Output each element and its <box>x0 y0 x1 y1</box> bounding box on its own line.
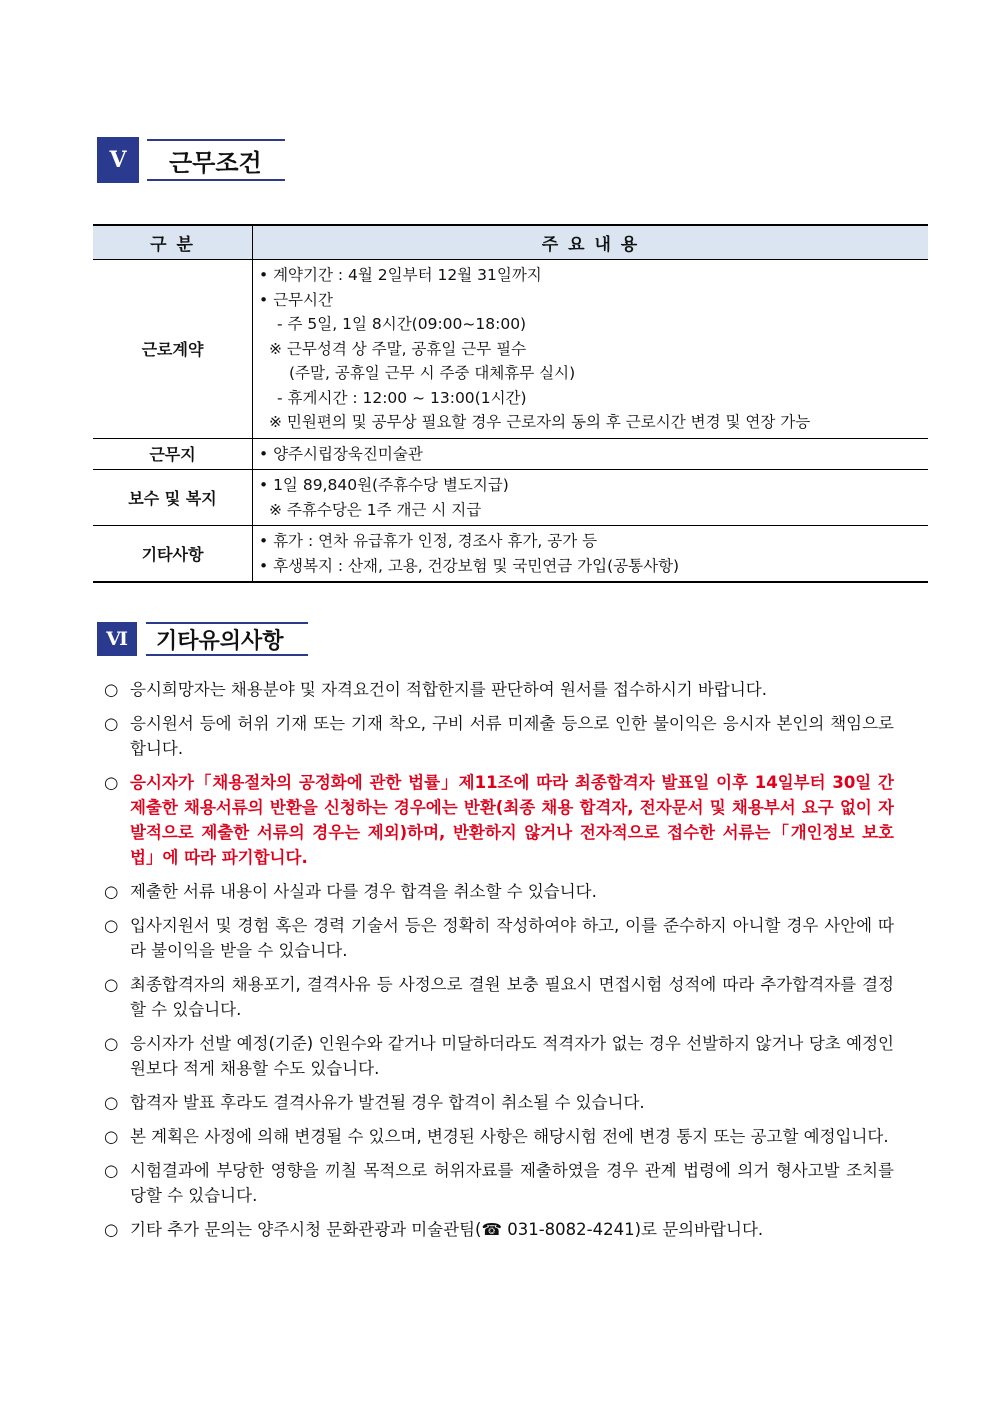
work-conditions-table <box>93 224 928 583</box>
content-line: - 주 5일, 1일 8시간(09:00~18:00) <box>277 315 527 333</box>
content-line: (주말, 공휴일 근무 시 주중 대체휴무 실시) <box>289 364 576 382</box>
content-line: • 휴가 : 연차 유급휴가 인정, 경조사 휴가, 공가 등 <box>259 532 598 550</box>
circle-bullet-icon: ○ <box>104 916 119 935</box>
notice-text: 제출한 서류 내용이 사실과 다를 경우 합격을 취소할 수 있습니다. <box>130 882 597 901</box>
list-item-highlighted <box>104 770 894 870</box>
section-numeral: Ⅴ <box>97 137 139 183</box>
row-category: 근로계약 <box>93 260 253 439</box>
circle-bullet-icon: ○ <box>104 1161 119 1180</box>
notice-text: 응시희망자는 채용분야 및 자격요건이 적합한지를 판단하여 원서를 접수하시기 바랍니다. <box>130 680 767 699</box>
column-header-category: 구 분 <box>93 225 253 260</box>
row-category: 근무지 <box>93 438 253 470</box>
circle-bullet-icon: ○ <box>104 680 119 699</box>
content-line: - 휴게시간 : 12:00 ~ 13:00(1시간) <box>277 388 527 407</box>
table-row <box>93 526 928 583</box>
row-content <box>253 526 929 583</box>
list-item <box>104 972 894 1022</box>
table-row <box>93 438 928 470</box>
notice-text: 최종합격자의 채용포기, 결격사유 등 사정으로 결원 보충 필요시 면접시험 성적에 따라 추가합격자를 결정할 수 있습니다. <box>130 975 894 1019</box>
content-line: ※ 근무성격 상 주말, 공휴일 근무 필수 <box>269 339 527 358</box>
circle-bullet-icon: ○ <box>104 773 119 792</box>
content-line: • 후생복지 : 산재, 고용, 건강보험 및 국민연금 가입(공통사항) <box>259 556 680 575</box>
section-title: 근무조건 <box>147 139 285 181</box>
content-line: • 1일 89,840원(주휴수당 별도지급) <box>259 476 509 494</box>
circle-bullet-icon: ○ <box>104 975 119 994</box>
circle-bullet-icon: ○ <box>104 1220 119 1239</box>
circle-bullet-icon: ○ <box>104 1034 119 1053</box>
content-line: • 양주시립장욱진미술관 <box>259 444 423 463</box>
list-item <box>104 1124 894 1149</box>
notice-text: 응시원서 등에 허위 기재 또는 기재 착오, 구비 서류 미제출 등으로 인한 불이익은 응시자 본인의 책임으로 합니다. <box>130 714 894 758</box>
row-content <box>253 470 929 526</box>
notice-list <box>104 677 894 1251</box>
notice-text: 본 계획은 사정에 의해 변경될 수 있으며, 변경된 사항은 해당시험 전에 변경 통지 또는 공고할 예정입니다. <box>130 1127 889 1146</box>
notice-text: 합격자 발표 후라도 결격사유가 발견될 경우 합격이 취소될 수 있습니다. <box>130 1093 645 1112</box>
table-row <box>93 260 928 439</box>
list-item <box>104 1090 894 1115</box>
circle-bullet-icon: ○ <box>104 1093 119 1112</box>
list-item <box>104 677 894 702</box>
row-category: 보수 및 복지 <box>93 470 253 526</box>
list-item <box>104 879 894 904</box>
section-header-work-conditions <box>97 137 285 183</box>
table-header-row <box>93 225 928 260</box>
list-item <box>104 1031 894 1081</box>
notice-text: 기타 추가 문의는 양주시청 문화관광과 미술관팀(☎ 031-8082-4241)로 문의바랍니다. <box>130 1220 764 1239</box>
row-content <box>253 260 929 439</box>
list-item <box>104 711 894 761</box>
section-title: 기타유의사항 <box>146 622 308 656</box>
section-numeral: Ⅵ <box>97 622 137 656</box>
notice-text: 응시자가 선발 예정(기준) 인원수와 같거나 미달하더라도 적격자가 없는 경우 선발하지 않거나 당초 예정인원보다 적게 채용할 수도 있습니다. <box>130 1034 894 1078</box>
content-line: • 근무시간 <box>259 290 333 309</box>
notice-text: 응시자가「채용절차의 공정화에 관한 법률」제11조에 따라 최종합격자 발표일 이후 14일부터 30일 간 제출한 채용서류의 반환을 신청하는 경우에는 반환(최종 채용 합격자, 전자문서 및 채용부서 요구 없이 자발적으로 제출한 서류의 경우는 제외)하며, 반환하지 않거나 전자적으로 접수한 서류는「개인정보 보호법」에 따라 파기합니다. <box>130 773 894 867</box>
circle-bullet-icon: ○ <box>104 1127 119 1146</box>
list-item <box>104 913 894 963</box>
list-item <box>104 1158 894 1208</box>
circle-bullet-icon: ○ <box>104 882 119 901</box>
list-item <box>104 1217 894 1242</box>
table-row <box>93 470 928 526</box>
content-line: ※ 민원편의 및 공무상 필요할 경우 근로자의 동의 후 근로시간 변경 및 연장 가능 <box>269 413 811 431</box>
column-header-content: 주 요 내 용 <box>253 225 929 260</box>
circle-bullet-icon: ○ <box>104 714 119 733</box>
notice-text: 입사지원서 및 경험 혹은 경력 기술서 등은 정확히 작성하여야 하고, 이를 준수하지 아니할 경우 사안에 따라 불이익을 받을 수 있습니다. <box>130 916 894 960</box>
row-content <box>253 438 929 470</box>
row-category: 기타사항 <box>93 526 253 583</box>
content-line: ※ 주휴수당은 1주 개근 시 지급 <box>269 500 482 519</box>
content-line: • 계약기간 : 4월 2일부터 12월 31일까지 <box>259 266 542 284</box>
notice-text: 시험결과에 부당한 영향을 끼칠 목적으로 허위자료를 제출하였을 경우 관계 법령에 의거 형사고발 조치를 당할 수 있습니다. <box>130 1161 894 1205</box>
section-header-other-notes <box>97 622 308 656</box>
